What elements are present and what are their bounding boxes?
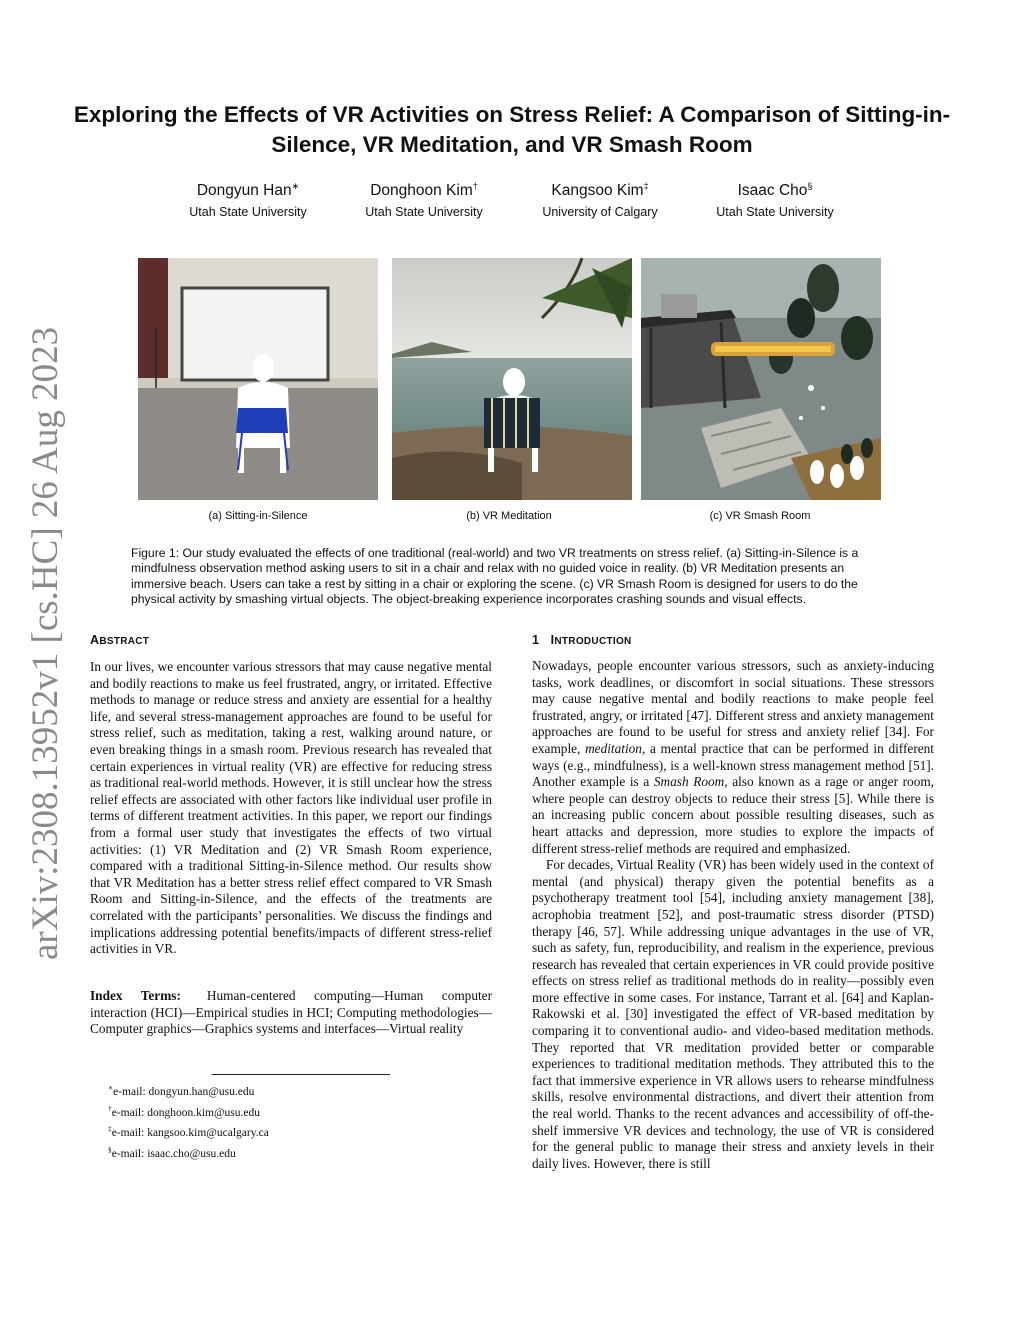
introduction-text <box>532 658 934 1172</box>
footnote-mark: ∗ <box>291 181 300 191</box>
footnote-rule <box>212 1074 390 1075</box>
subfigure-caption-c: (c) VR Smash Room <box>709 510 811 522</box>
author-affiliation: Utah State University <box>189 205 307 220</box>
abstract-heading: ABSTRACT <box>90 633 150 647</box>
index-terms-label: Index Terms: <box>90 988 181 1003</box>
abstract-text: In our lives, we encounter various stressors that may cause negative mental and bodily reactions to make us feel frustrated, angry, or irritated. Effective methods to manage or reduce stress and anxiety are essential for a healthy life, and several stress-management approaches are found to be useful for stress relief, such as meditation, taking a rest, walking around nature, or even breaking things in a smash room. Previous research has revealed that certain experiences in virtual reality (VR) are effective for reducing stress as traditional real-world methods. However, it is still unclear how the stress relief effects are associated with other factors like individual user profile in terms of different treatment activities. In this paper, we report our findings from a formal user study that investigates the effects of two virtual activities: (1) VR Meditation and (2) VR Smash Room experience, compared with a traditional Sitting-in-Silence method. Our results show that VR Meditation has a better stress relief effect compared to VR Smash Room and Sitting-in-Silence, and the effects of the treatments are correlated with the participants’ personalities. We discuss the findings and implications addressing potential benefits/impacts of different stress-relief activities in VR. <box>90 659 492 957</box>
author-affiliation: University of Calgary <box>542 205 658 220</box>
author-block <box>665 176 885 221</box>
author-name: Isaac Cho <box>737 182 808 200</box>
footnote-mark: ‡ <box>643 181 649 191</box>
footnote: ‡e-mail: kangsoo.kim@ucalgary.ca <box>108 1124 269 1139</box>
footnote: ∗e-mail: dongyun.han@usu.edu <box>108 1083 255 1098</box>
figure-image-vr-smash-room <box>641 258 881 500</box>
author-affiliation: Utah State University <box>716 205 834 220</box>
author-name: Kangsoo Kim <box>551 182 644 200</box>
subfigure-caption-b: (b) VR Meditation <box>466 510 552 522</box>
footnote: †e-mail: donghoon.kim@usu.edu <box>108 1103 261 1119</box>
footnote-mark: † <box>472 181 478 191</box>
introduction-paragraph: For decades, Virtual Reality (VR) has been widely used in the context of mental (and physical) therapy given the potential benefits as a psychotherapy treatment tool [54], including anxiety management [38], acrophobia treatment [52], and post-traumatic stress disorder (PTSD) therapy [46, 57]. While addressing unique advantages in the use of VR, such as safety, fun, reproducibility, and realism in the experience, previous research has revealed that certain experiences in VR could provide positive effects on stress relief as traditional methods do in reality—possibly even more effective in some cases. For instance, Tarrant et al. [64] and Kaplan-Rakowski et al. [30] investigated the effect of VR-based meditation by comparing it to conventional audio- and video-based meditation methods. They reported that VR meditation provided better or comparable experiences to traditional meditation methods. They attributed this to the fact that immersive experience in VR allows users to rehearse mindfulness skills, resolve environmental distractions, and divert their attention from the real world. Thanks to the recent advances and accessibility of off-the-shelf immersive VR devices and technology, the use of VR is considered for the general public to manage their stress and anxiety levels in their daily lives. However, there is still <box>532 857 934 1171</box>
figure-image-vr-meditation <box>392 258 632 500</box>
footnote-mark: § <box>807 181 813 191</box>
author-affiliation: Utah State University <box>365 205 483 220</box>
footnotes <box>108 1080 408 1162</box>
subfigure-caption-a: (a) Sitting-in-Silence <box>208 510 308 522</box>
author-name: Dongyun Han <box>196 182 292 200</box>
footnote: §e-mail: isaac.cho@usu.edu <box>108 1144 236 1160</box>
index-terms <box>90 988 492 1038</box>
author-name: Donghoon Kim <box>370 182 473 200</box>
figure-caption: Figure 1: Our study evaluated the effects of one traditional (real-world) and two VR treatments on stress relief. (a) Sitting-in-Silence is a mindfulness observation method asking users to sit in a chair and relax with no guided voice in reality. (b) VR Meditation presents an immersive beach. Users can take a rest by sitting in a chair or exploring the scene. (c) VR Smash Room is designed for users to do the physical activity by smashing virtual objects. The object-breaking experience incorporates crashing sounds and visual effects. <box>131 546 859 606</box>
figure-image-sitting-in-silence <box>138 258 378 500</box>
introduction-paragraph: Nowadays, people encounter various stressors, such as anxiety-inducing tasks, work deadlines, or discomfort in social situations. These stressors may cause negative mental and bodily reactions to make people feel frustrated, angry, or irritated [47]. Different stress and anxiety management approaches are found to be useful for stress and anxiety relief [34]. For example, meditation, a mental practice that can be performed in different ways (e.g., mindfulness), is a well-known stress management method [51]. Another example is a Smash Room, also known as a rage or anger room, where people can destroy objects to reduce their stress [5]. While there is an increasing public concern about possible resulting diseases, such as heart attacks and depression, more studies to explore the impacts of different stress-relief methods are required and emphasized. <box>532 658 935 856</box>
introduction-heading: 1 INTRODUCTION <box>532 633 632 647</box>
index-terms-text: Human-centered computing—Human computer interaction (HCI)—Empirical studies in HCI; Computing methodologies—Computer graphics—Graphics systems and interfaces—Virtual reality <box>90 988 493 1037</box>
paper-title: Exploring the Effects of VR Activities on Stress Relief: A Comparison of Sitting-in-Silence, VR Meditation, and VR Smash Room <box>73 102 951 157</box>
arxiv-identifier-stamp: arXiv:2308.13952v1 [cs.HC] 26 Aug 2023 <box>25 326 66 960</box>
